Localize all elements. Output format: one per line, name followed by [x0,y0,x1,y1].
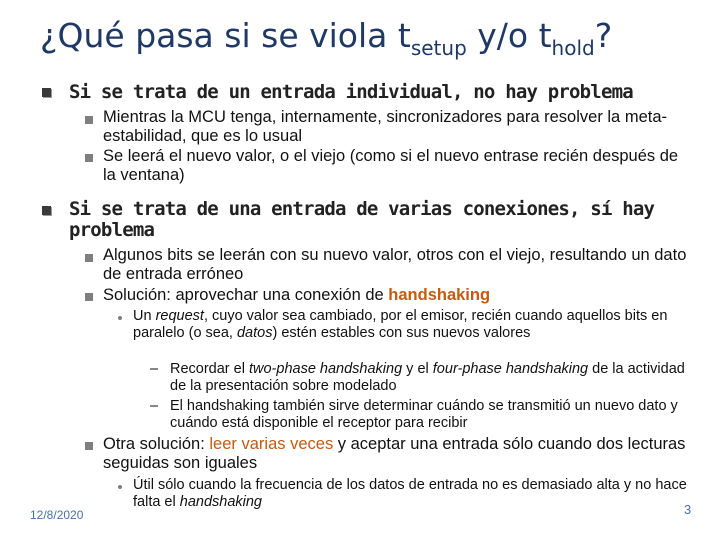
dot-bullet-icon [118,316,122,320]
dash-item-1 [170,361,690,395]
title-prefix: ¿Qué pasa si se viola t [40,16,411,55]
subbullet-square-icon [85,293,93,301]
bullet-2-sub-3 [103,435,693,473]
text-run: ) estén estables con sus nuevos valores [272,325,531,341]
bullet-2-sub-2-text: Solución: aprovechar una conexión de [103,286,389,304]
dash-bullet-icon: – [150,361,159,377]
request-italic: request [155,308,204,324]
dash-bullet-icon: – [150,398,159,414]
bullet-2-sub-1: Algunos bits se leerán con su nuevo valor, otros con el viejo, resultando un dato de entrada erróneo [103,246,687,283]
text-run: de la actividad de la presentación sobre modelado [170,361,685,394]
subbullet-square-icon [85,116,93,124]
text-run: y aceptar una entrada sólo cuando dos lecturas seguidas son iguales [103,435,686,472]
four-phase-italic: four-phase handshaking [432,361,589,377]
title-sub-setup: setup [410,36,467,60]
text-run: Recordar el [170,361,249,377]
dash-item-2: El handshaking también sirve determinar cuándo se transmitió un nuevo dato y cuándo está disponible el receptor para recibir [170,398,678,431]
datos-italic: datos [236,325,273,341]
page-number: 3 [684,502,692,517]
title-mid: y/o t [466,16,552,55]
text-run: , cuyo valor sea cambiado, por el emisor, recién cuando aquellos bits en paralelo (o sea, [133,308,668,341]
handshaking-italic: handshaking [179,494,262,510]
bullet-square-icon [42,206,51,215]
subbullet-square-icon [85,442,93,450]
subbullet-square-icon [85,154,93,162]
footer-date: 12/8/2020 [30,508,84,522]
bullet-2-sub-2 [103,286,693,305]
title-sub-hold: hold [551,36,595,60]
text-run: Útil sólo cuando la frecuencia de los datos de entrada no es demasiado alta y no hace falta el [133,477,687,510]
two-phase-italic: two-phase handshaking [248,361,403,377]
bullet-2-sub-2-dot-1 [133,308,688,342]
handshaking-highlight: handshaking [388,286,491,304]
bullet-1-sub-2: Se leerá el nuevo valor, o el viejo (como si el nuevo entrase recién después de la ventana) [103,147,679,184]
leer-varias-veces-highlight: leer varias veces [209,435,334,453]
text-run: Otra solución: [103,435,210,453]
slide-title [40,10,700,62]
text-run: Un [133,308,156,324]
title-suffix: ? [594,16,613,55]
dot-bullet-icon [118,485,122,489]
text-run: y el [402,361,433,377]
bullet-1-sub-1: Mientras la MCU tenga, internamente, sincronizadores para resolver la meta-estabilidad, que es lo usual [103,108,667,145]
bullet-2-text: Si se trata de una entrada de varias conexiones, sí hay problema [69,198,655,241]
subbullet-square-icon [85,254,93,262]
bullet-2-sub-3-dot-1 [133,477,688,511]
bullet-square-icon [42,88,51,97]
bullet-1-text: Si se trata de un entrada individual, no hay problema [69,81,633,103]
